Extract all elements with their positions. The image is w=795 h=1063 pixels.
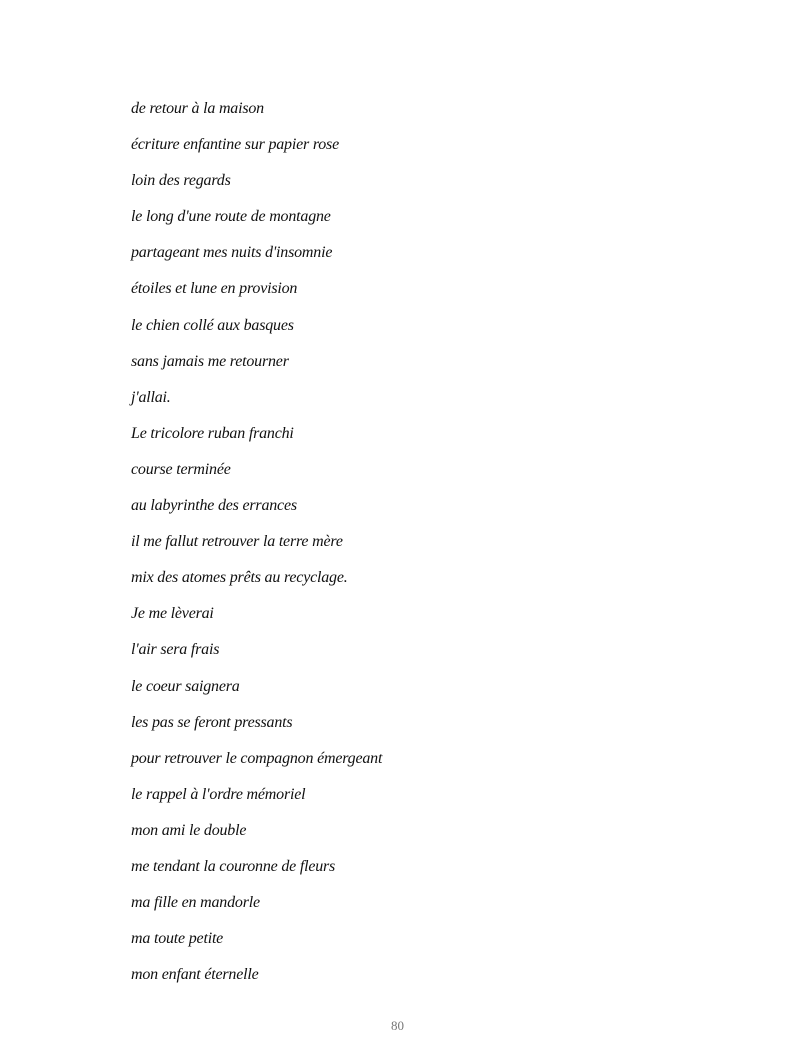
poem-line: mon enfant éternelle (131, 966, 259, 984)
poem-line: l'air sera frais (131, 641, 220, 659)
poem-line: le long d'une route de montagne (131, 208, 331, 226)
poem-line: les pas se feront pressants (131, 713, 293, 731)
poem-line: j'allai. (131, 388, 171, 406)
poem-line: pour retrouver le compagnon émergeant (131, 749, 383, 767)
poem-line: étoiles et lune en provision (131, 280, 298, 298)
poem-line: le rappel à l'ordre mémoriel (131, 785, 306, 803)
poem-line: course terminée (131, 460, 231, 478)
poem-line: mix des atomes prêts au recyclage. (131, 569, 348, 587)
page-number: 80 (391, 1018, 404, 1033)
poem-line: Je me lèverai (131, 605, 214, 623)
poem-line: le coeur saignera (131, 677, 240, 695)
poem-line: sans jamais me retourner (131, 352, 289, 370)
poem-line: ma fille en mandorle (131, 894, 260, 912)
poem-line: de retour à la maison (131, 100, 264, 117)
poem-line: partageant mes nuits d'insomnie (131, 244, 333, 262)
poem-line: me tendant la couronne de fleurs (131, 857, 336, 875)
poem-body (131, 98, 382, 1000)
poem-line: ma toute petite (131, 930, 224, 948)
poem-line: il me fallut retrouver la terre mère (131, 533, 343, 551)
poem-line: mon ami le double (131, 821, 247, 839)
poem-line: loin des regards (131, 172, 231, 190)
poem-line: au labyrinthe des errances (131, 497, 297, 515)
poem-line: Le tricolore ruban franchi (131, 424, 294, 442)
poem-line: le chien collé aux basques (131, 316, 294, 334)
poem-line: écriture enfantine sur papier rose (131, 136, 339, 154)
